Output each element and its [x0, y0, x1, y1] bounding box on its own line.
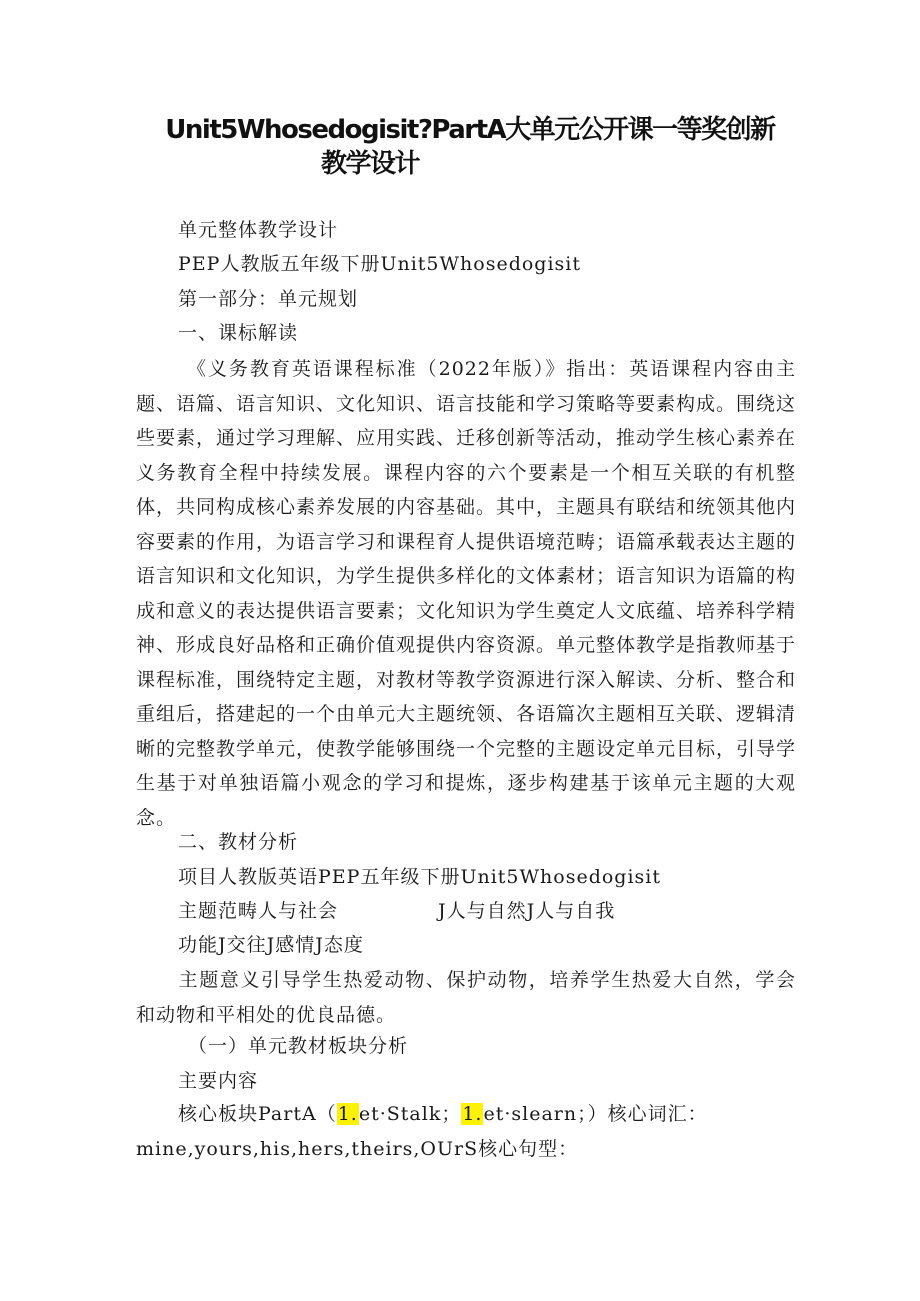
- function-line: 功能J交往J感情J态度: [178, 934, 364, 956]
- theme-meaning-text: 主题意义引导学生热爱动物、保护动物，培养学生热爱大自然，学会和动物和平相处的优良品德。: [136, 969, 796, 1026]
- core-module-line: [178, 1101, 708, 1127]
- highlight-mark-2: 1.: [462, 1103, 483, 1125]
- core-module-talk: et·Stalk；: [358, 1103, 462, 1125]
- main-content-heading: 主要内容: [178, 1070, 259, 1092]
- document-title-line-1: Unit5Whosedogisit?PartA大单元公开课一等奖创新: [165, 115, 775, 145]
- highlight-mark-1: 1.: [337, 1103, 358, 1125]
- part-one-heading: 第一部分：单元规划: [178, 288, 359, 310]
- textbook-edition-line: PEP人教版五年级下册Unit5Whosedogisit: [178, 253, 581, 275]
- document-title-line-2: 教学设计: [320, 149, 419, 179]
- unit-design-heading: 单元整体教学设计: [178, 219, 339, 241]
- curriculum-paragraph: [136, 352, 796, 835]
- project-line: 项目人教版英语PEP五年级下册Unit5Whosedogisit: [178, 866, 661, 888]
- core-module-learn: et·slearn；）核心词汇：: [483, 1103, 708, 1125]
- theme-meaning-paragraph: [136, 963, 796, 1032]
- section-two-heading: 二、教材分析: [178, 831, 299, 853]
- core-module-prefix: 核心板块PartA（: [178, 1103, 337, 1125]
- theme-category-label: 主题范畴人与社会: [178, 900, 339, 922]
- unit-module-analysis-heading: （一）单元教材板块分析: [188, 1035, 409, 1057]
- core-vocabulary-line: mine,yours,his,hers,theirs,OUrS核心句型：: [136, 1138, 579, 1160]
- theme-category-line: [178, 898, 615, 924]
- section-one-heading: 一、课标解读: [178, 322, 299, 344]
- curriculum-paragraph-text: 《义务教育英语课程标准（2022年版）》指出：英语课程内容由主题、语篇、语言知识、文化知识、语言技能和学习策略等要素构成。围绕这些要素，通过学习理解、应用实践、迁移创新等活动，推动学生核心素养在义务教育全程中持续发展。课程内容的六个要素是一个相互关联的有机整体，共同构成核心素养发展的内容基础。其中，主题具有联结和统领其他内容要素的作用，为语言学习和课程育人提供语境范畴；语篇承载表达主题的语言知识和文化知识，为学生提供多样化的文体素材；语言知识为语篇的构成和意义的表达提供语言要素；文化知识为学生奠定人文底蕴、培养科学精神、形成良好品格和正确价值观提供内容资源。单元整体教学是指教师基于课程标准，围绕特定主题，对教材等教学资源进行深入解读、分析、整合和重组后，搭建起的一个由单元大主题统领、各语篇次主题相互关联、逻辑清晰的完整教学单元，使教学能够围绕一个完整的主题设定单元目标，引导学生基于对单独语篇小观念的学习和提炼，逐步构建基于该单元主题的大观念。: [136, 358, 797, 829]
- theme-category-values: J人与自然J人与自我: [438, 900, 616, 922]
